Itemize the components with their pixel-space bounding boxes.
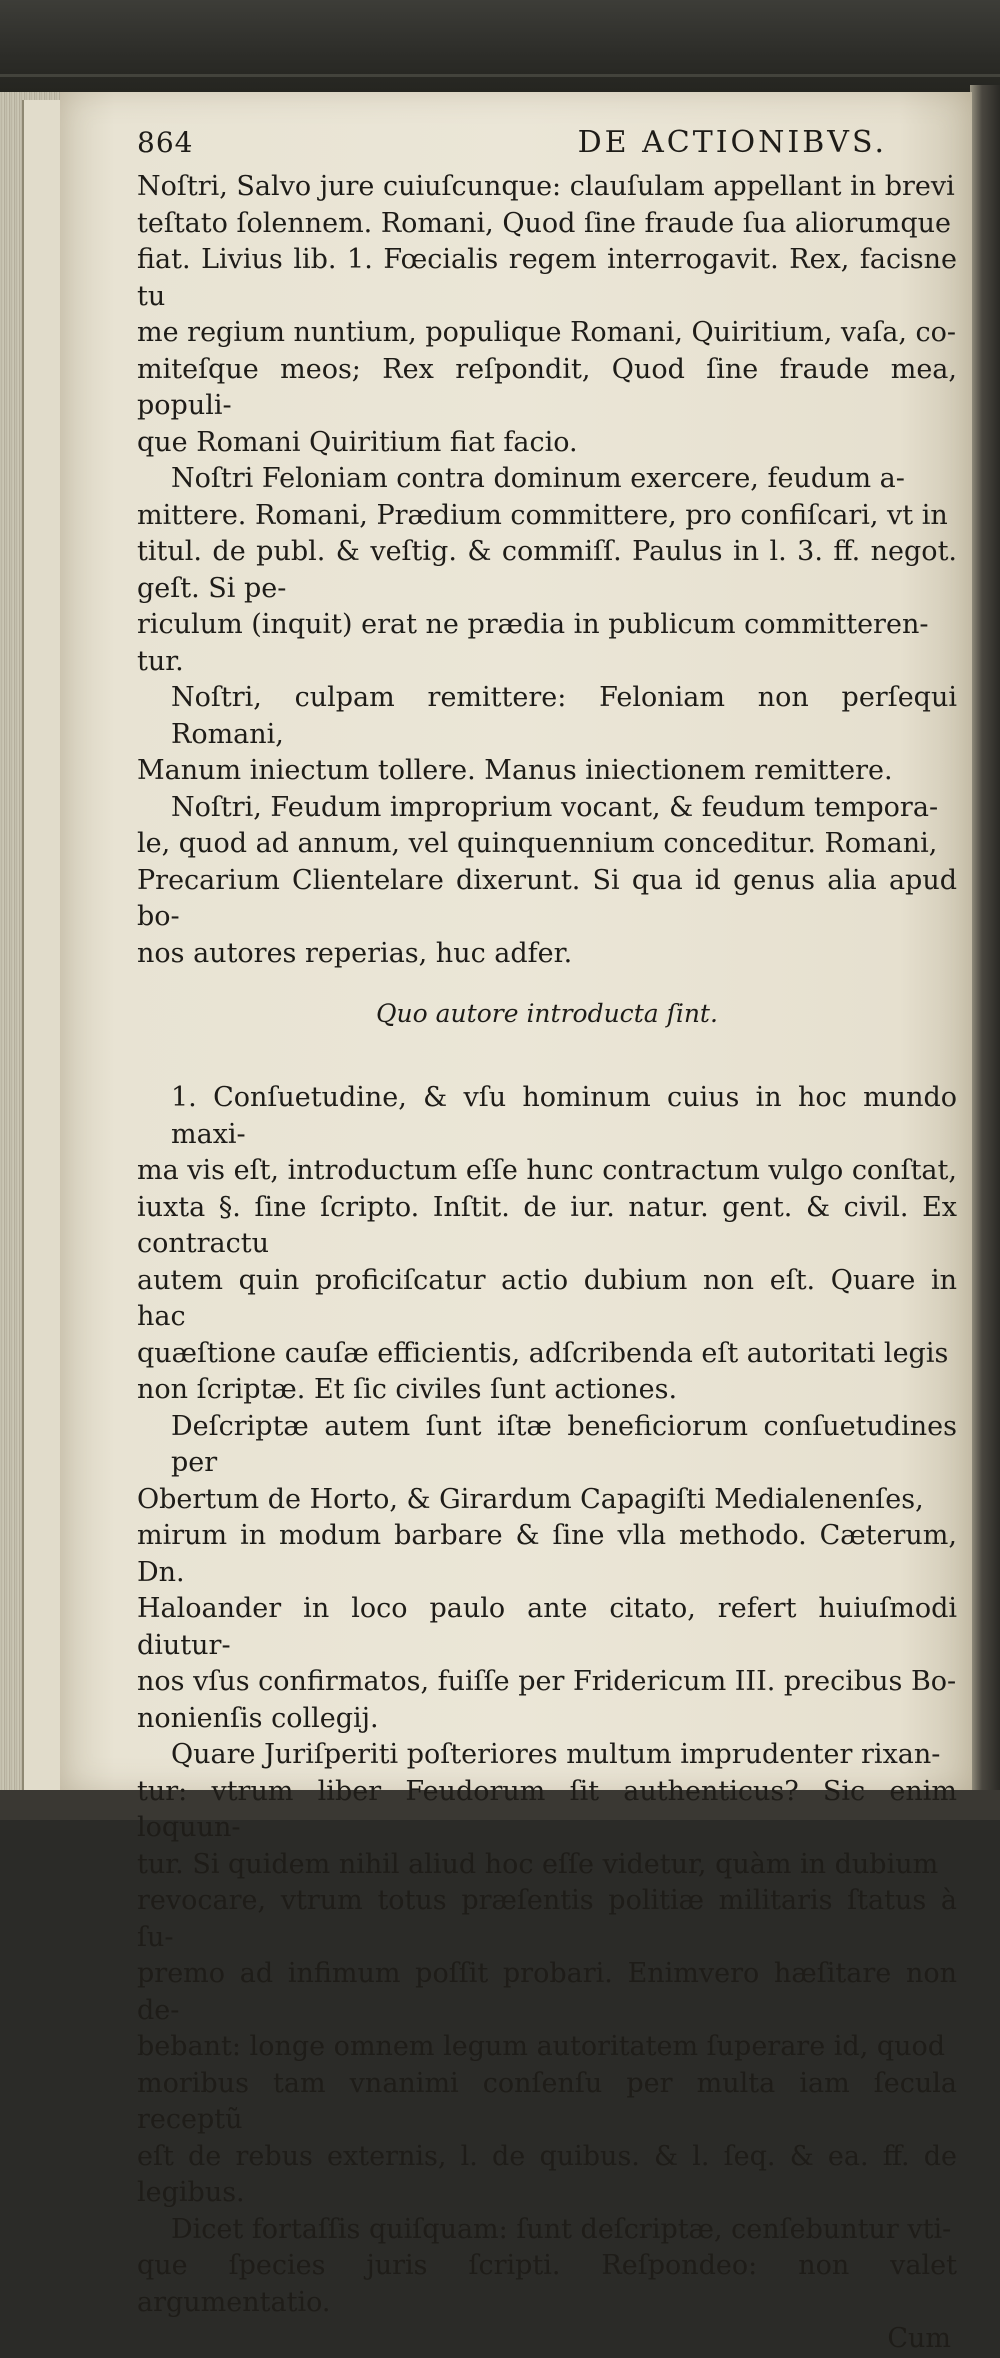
paragraph: [137, 1409, 957, 1738]
text-line: 1. Conſuetudine, & vſu hominum cuius in hoc mundo maxi-: [171, 1082, 957, 1150]
text-line: Noſtri, Feudum improprium vocant, & feudum tempora-: [171, 791, 939, 823]
page-edge-right: [970, 85, 1000, 1820]
text-line: teſtato ſolennem. Romani, Quod ſine fraude ſua aliorumque: [137, 207, 952, 239]
text-line: Noſtri, Salvo jure cuiuſcunque: clauſulam appellant in brevi: [137, 171, 955, 202]
text-line: titul. de publ. & veſtig. & commiſſ. Paulus in l. 3. ff. negot. geſt. Si pe-: [137, 536, 957, 604]
text-block-1: [137, 169, 957, 972]
text-line: revocare, vtrum totus præſentis politiæ militaris ſtatus à ſu-: [137, 1885, 957, 1953]
text-line: Noſtri Feloniam contra dominum exercere, feudum a-: [171, 463, 905, 494]
text-line: que ſpecies juris ſcripti. Reſpondeo: non valet argumentatio.: [137, 2250, 957, 2318]
text-line: riculum (inquit) erat ne prædia in publicum committeren-: [137, 609, 929, 640]
text-line: non ſcriptæ. Et ſic civiles ſunt actiones.: [137, 1374, 678, 1405]
text-line: iuxta §. ſine ſcripto. Inſtit. de iur. natur. gent. & civil. Ex contractu: [137, 1191, 957, 1259]
text-line: mittere. Romani, Prædium committere, pro confiſcari, vt in: [137, 499, 948, 531]
text-line: eſt de rebus externis, l. de quibus. & l. ſeq. & ea. ff. de legibus.: [137, 2140, 957, 2208]
text-line: que Romani Quiritium fiat facio.: [137, 426, 578, 458]
paragraph: [137, 1080, 957, 1409]
text-line: Dicet fortaſſis quiſquam: ſunt deſcriptæ, cenſebuntur vti-: [171, 2213, 952, 2245]
text-line: le, quod ad annum, vel quinquennium conceditur. Romani,: [137, 828, 938, 859]
page-text: [137, 125, 957, 2358]
text-line: Haloander in loco paulo ante citato, refert huiuſmodi diutur-: [137, 1593, 957, 1661]
text-line: nos vſus confirmatos, fuiſſe per Fridericum III. precibus Bo-: [137, 1666, 957, 1697]
text-line: me regium nuntium, populique Romani, Quiritium, vaſa, co-: [137, 317, 956, 348]
text-line: fiat. Livius lib. 1. Fœcialis regem interrogavit. Rex, facisne tu: [137, 244, 957, 312]
catchword: Cum: [887, 2323, 951, 2354]
page-header: [137, 125, 957, 169]
text-line: nonienſis collegij.: [137, 1702, 379, 1734]
text-line: miteſque meos; Rex reſpondit, Quod ſine fraude mea, populi-: [137, 353, 957, 421]
text-line: Manum iniectum tollere. Manus iniectionem remittere.: [137, 755, 893, 786]
text-line: Quare Juriſperiti poſteriores multum imprudenter rixan-: [171, 1739, 941, 1770]
folio-number: 864: [137, 126, 194, 159]
paragraph: [137, 790, 957, 973]
text-line: mirum in modum barbare & ſine vlla methodo. Cæterum, Dn.: [137, 1520, 957, 1588]
text-line: Deſcriptæ autem ſunt iſtæ beneficiorum conſuetudines per: [171, 1410, 957, 1478]
text-line: Noſtri, culpam remittere: Feloniam non perſequi Romani,: [171, 682, 957, 750]
paragraph: [137, 2212, 957, 2322]
text-line: tur. Si quidem nihil aliud hoc eſſe videtur, quàm in dubium: [137, 1848, 939, 1880]
text-line: nos autores reperias, huc adfer.: [137, 937, 573, 969]
page-edge-inner: [22, 100, 60, 1790]
paragraph: [137, 461, 957, 680]
text-block-2: [137, 1080, 957, 2321]
paragraph: [137, 169, 957, 461]
text-line: Obertum de Horto, & Girardum Capagiſti Medialenenſes,: [137, 1483, 924, 1515]
running-title: DE ACTIONIBVS.: [577, 125, 887, 160]
text-line: tur.: [137, 645, 184, 677]
text-line: premo ad infimum poſſit probari. Enimvero hæſitare non de-: [137, 1958, 957, 2026]
text-line: quæſtione cauſæ efficientis, adſcribenda eſt autoritati legis: [137, 1337, 949, 1369]
paragraph: [137, 1737, 957, 2212]
paragraph: [137, 680, 957, 790]
text-line: autem quin proficiſcatur actio dubium non eſt. Quare in hac: [137, 1264, 957, 1332]
section-title: Quo autore introducta ſint.: [376, 999, 718, 1028]
text-line: bebant: longe omnem legum autoritatem ſuperare id, quod: [137, 2031, 946, 2062]
text-line: ma vis eſt, introductum eſſe hunc contractum vulgo conſtat,: [137, 1155, 957, 1186]
text-line: moribus tam vnanimi conſenſu per multa iam ſecula receptũ: [137, 2067, 957, 2135]
background-top: [0, 0, 1000, 95]
text-line: Precarium Clientelare dixerunt. Si qua id genus alia apud bo-: [137, 864, 957, 932]
text-line: tur: vtrum liber Feudorum ſit authenticus? Sic enim loquun-: [137, 1775, 957, 1843]
